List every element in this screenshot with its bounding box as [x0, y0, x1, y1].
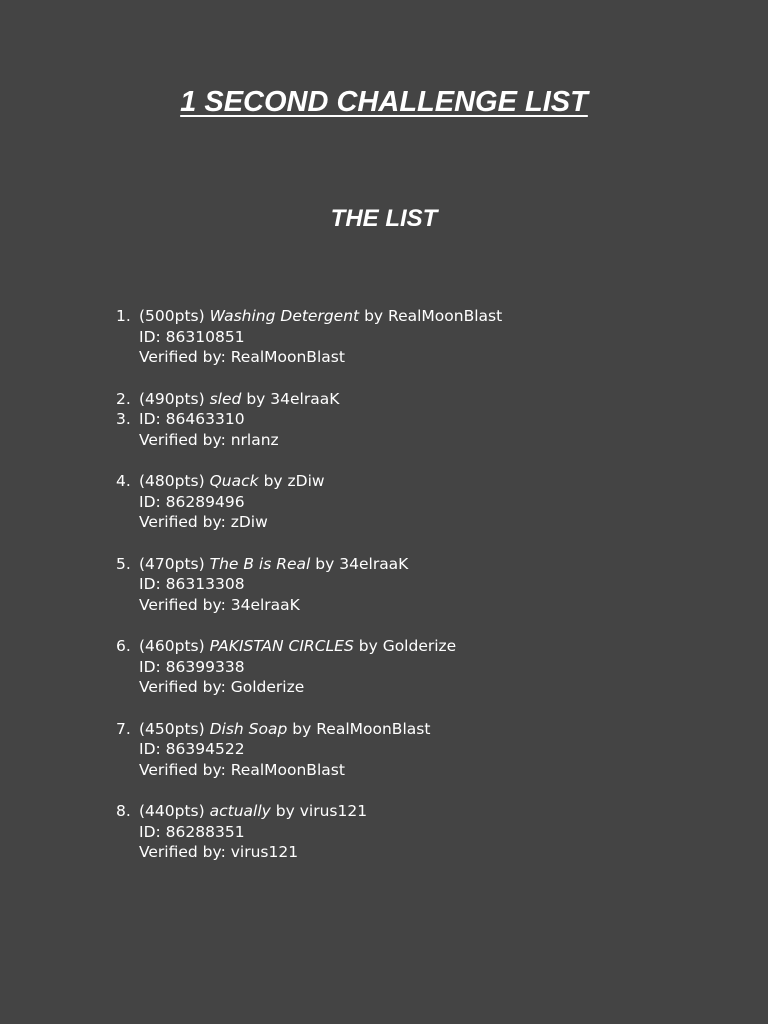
id-label: ID: [139, 327, 161, 346]
verifier-name: virus121 [230, 843, 299, 861]
id-label: ID: [139, 410, 161, 428]
verified-label: Verified by: [139, 348, 226, 366]
verifier-name: RealMoonBlast [230, 760, 345, 779]
item-number: 6. [116, 637, 131, 655]
level-name: actually [209, 802, 271, 820]
by-label: by [292, 719, 312, 738]
verifier-name: zDiw [230, 513, 268, 531]
level-name: sled [209, 389, 242, 408]
level-id: 86289496 [165, 492, 245, 511]
verifier-name: 34elraaK [230, 595, 300, 614]
item-points: (440pts) [139, 802, 205, 820]
verifier-name: RealMoonBlast [230, 348, 345, 366]
item-number: 1. [116, 307, 131, 325]
creator-name: RealMoonBlast [316, 719, 431, 738]
list-item [116, 801, 736, 863]
level-name: Dish Soap [209, 719, 288, 738]
item-number: 2. [116, 389, 131, 408]
creator-name: zDiw [287, 472, 325, 490]
id-label: ID: [139, 657, 161, 676]
list-item [116, 306, 736, 368]
id-label: ID: [139, 492, 161, 511]
verified-label: Verified by: [139, 843, 226, 861]
item-number: 7. [116, 719, 131, 738]
challenge-list [116, 306, 736, 884]
creator-name: virus121 [299, 802, 368, 820]
creator-name: 34elraaK [339, 554, 409, 573]
verified-label: Verified by: [139, 513, 226, 531]
level-name: PAKISTAN CIRCLES [209, 637, 354, 655]
verified-label: Verified by: [139, 760, 226, 779]
id-label: ID: [139, 740, 161, 758]
list-item [116, 719, 736, 781]
section-heading: THE LIST [330, 205, 438, 232]
id-label: ID: [139, 575, 161, 593]
list-item [116, 471, 736, 533]
level-id: 86313308 [165, 575, 245, 593]
by-label: by [275, 802, 295, 820]
item-points: (490pts) [139, 389, 205, 408]
verified-label: Verified by: [139, 678, 226, 696]
id-label: ID: [139, 822, 161, 841]
level-name: The B is Real [209, 554, 311, 573]
item-points: (450pts) [139, 719, 205, 738]
item-number: 3. [116, 410, 131, 428]
list-item [116, 389, 736, 451]
verifier-name: Golderize [230, 678, 305, 696]
level-id: 86463310 [165, 410, 245, 428]
verified-label: Verified by: [139, 595, 226, 614]
level-id: 86399338 [165, 657, 245, 676]
level-name: Washing Detergent [209, 307, 360, 325]
item-points: (500pts) [139, 307, 205, 325]
verified-label: Verified by: [139, 430, 226, 449]
list-item [116, 554, 736, 616]
level-name: Quack [209, 472, 259, 490]
item-number: 5. [116, 554, 131, 573]
by-label: by [364, 307, 384, 325]
verifier-name: nrlanz [230, 430, 279, 449]
level-id: 86310851 [165, 327, 245, 346]
item-points: (480pts) [139, 472, 205, 490]
item-number: 4. [116, 472, 131, 490]
level-id: 86288351 [165, 822, 245, 841]
creator-name: Golderize [382, 637, 457, 655]
creator-name: 34elraaK [270, 389, 340, 408]
level-id: 86394522 [165, 740, 245, 758]
list-item [116, 636, 736, 698]
item-number: 8. [116, 802, 131, 820]
creator-name: RealMoonBlast [388, 307, 503, 325]
item-points: (470pts) [139, 554, 205, 573]
by-label: by [263, 472, 283, 490]
by-label: by [315, 554, 335, 573]
item-points: (460pts) [139, 637, 205, 655]
by-label: by [246, 389, 266, 408]
by-label: by [358, 637, 378, 655]
page-title: 1 SECOND CHALLENGE LIST [180, 86, 588, 118]
